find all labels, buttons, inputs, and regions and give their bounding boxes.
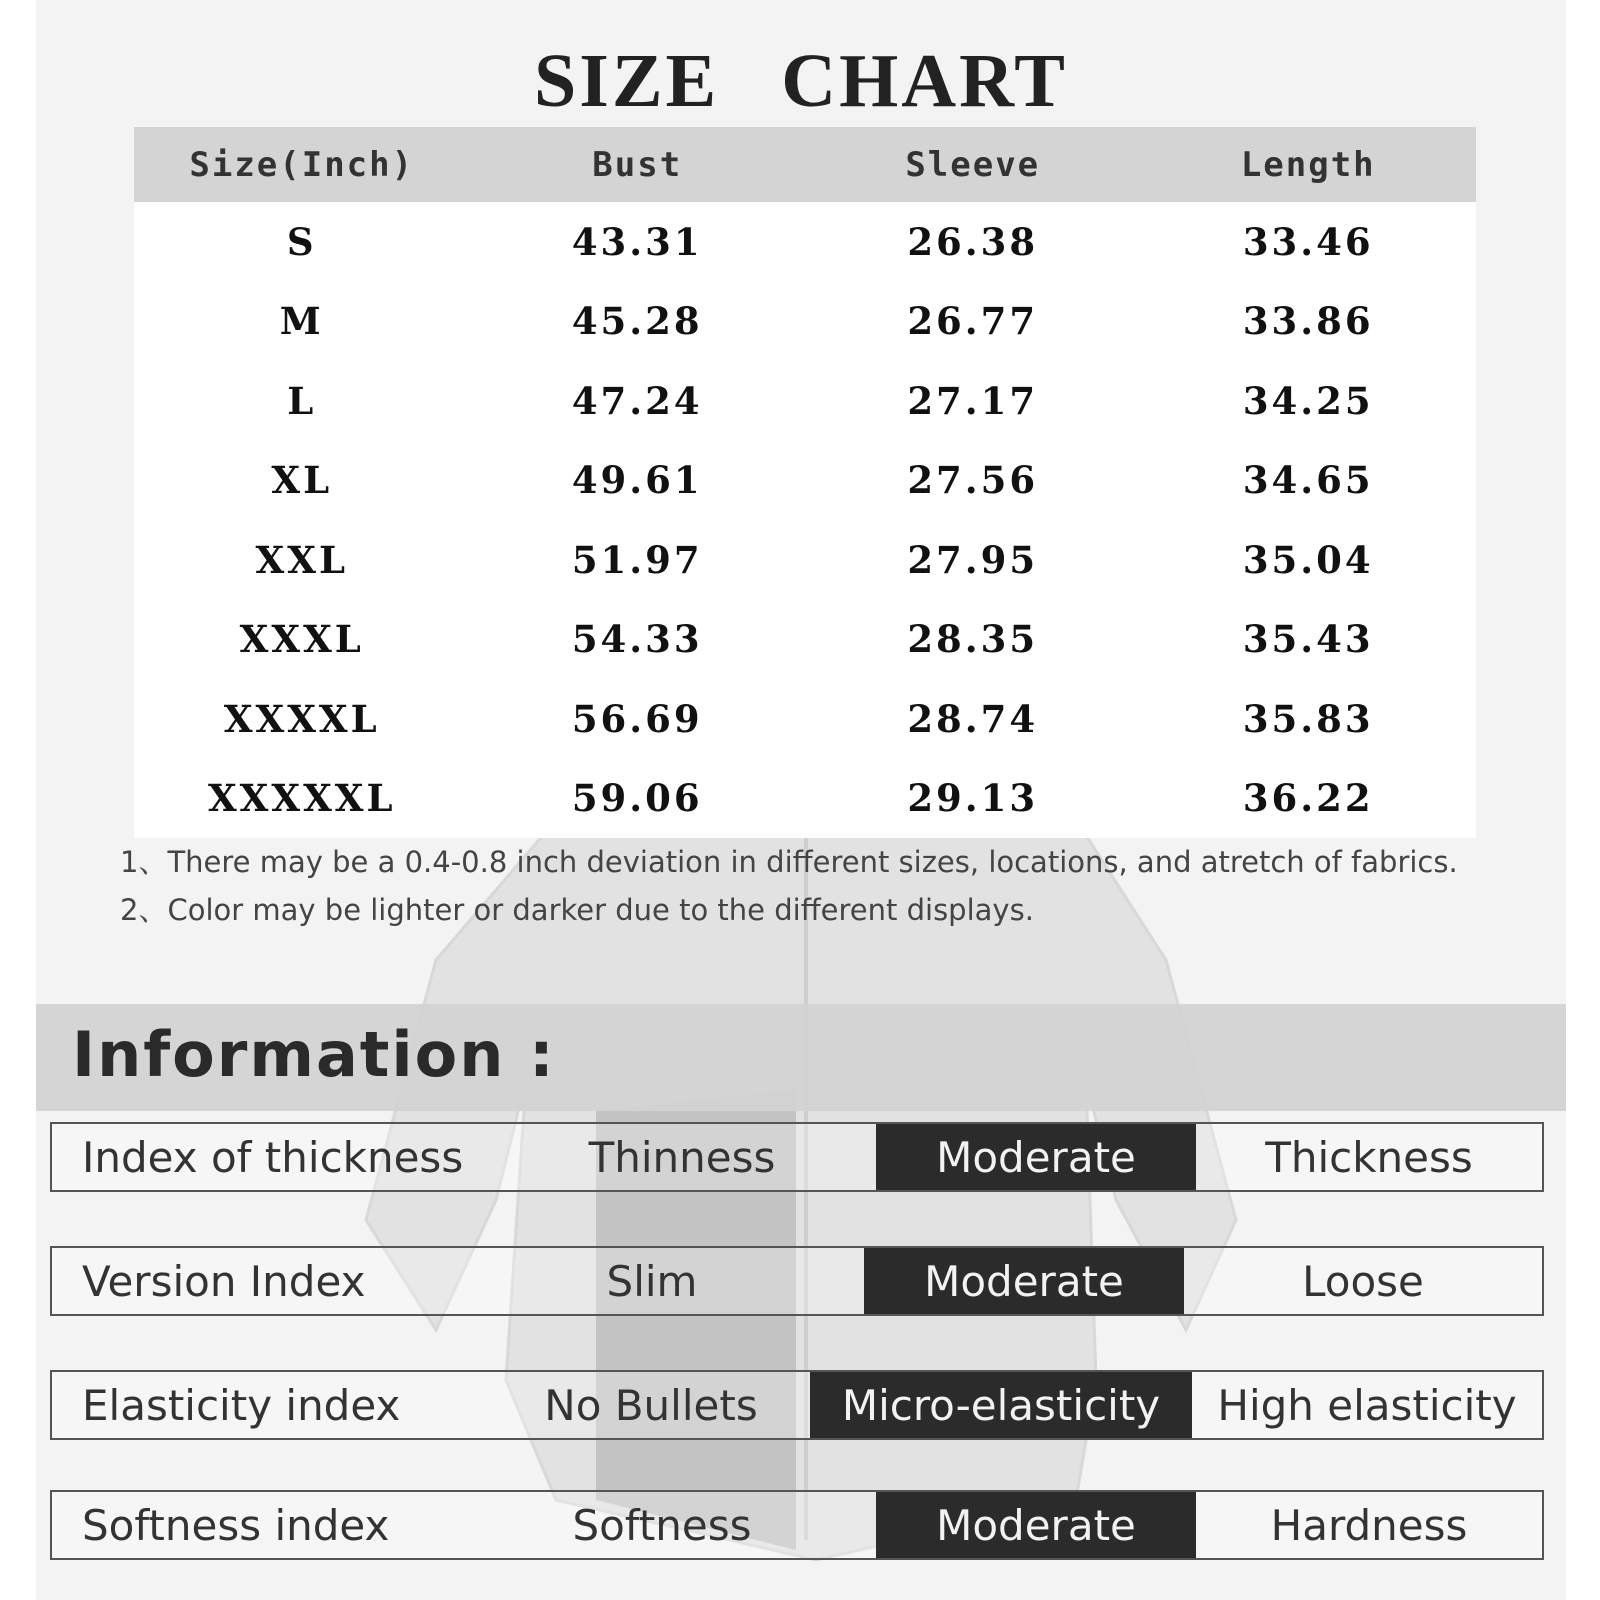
length-cell: 35.83 bbox=[1242, 696, 1374, 741]
note-deviation: 1、There may be a 0.4-0.8 inch deviation in different sizes, locations, and atretch of fabrics. bbox=[120, 845, 1458, 879]
bust-cell: 59.06 bbox=[571, 776, 703, 821]
rating-label: Elasticity index bbox=[82, 1380, 401, 1430]
size-cell: XXL bbox=[255, 537, 348, 582]
note-color: 2、Color may be lighter or darker due to the different displays. bbox=[120, 893, 1034, 927]
rating-row-softness bbox=[50, 1490, 1544, 1560]
rating-option: High elasticity bbox=[1217, 1380, 1517, 1430]
rating-option-selected: Moderate bbox=[864, 1248, 1184, 1314]
rating-label: Version Index bbox=[82, 1256, 366, 1306]
size-cell: XXXXXL bbox=[207, 776, 396, 821]
rating-row-elasticity bbox=[50, 1370, 1544, 1440]
sleeve-cell: 27.56 bbox=[907, 458, 1039, 503]
size-cell: XL bbox=[271, 458, 333, 503]
table-row bbox=[134, 520, 1476, 600]
sleeve-cell: 26.77 bbox=[907, 299, 1039, 344]
header-length: Length bbox=[1240, 144, 1376, 185]
size-cell: S bbox=[286, 219, 317, 264]
table-row bbox=[134, 361, 1476, 441]
rating-label: Softness index bbox=[82, 1500, 390, 1550]
rating-row-version bbox=[50, 1246, 1544, 1316]
rating-option: Slim bbox=[606, 1256, 698, 1306]
notes bbox=[120, 838, 1540, 934]
length-cell: 33.46 bbox=[1242, 219, 1374, 264]
size-cell: M bbox=[279, 299, 324, 344]
length-cell: 34.25 bbox=[1242, 378, 1374, 423]
size-table bbox=[134, 127, 1476, 838]
sleeve-cell: 28.35 bbox=[907, 617, 1039, 662]
size-cell: L bbox=[287, 378, 317, 423]
rating-option: Hardness bbox=[1270, 1500, 1468, 1550]
bust-cell: 43.31 bbox=[571, 219, 703, 264]
sleeve-cell: 26.38 bbox=[907, 219, 1039, 264]
bust-cell: 49.61 bbox=[571, 458, 703, 503]
table-row bbox=[134, 600, 1476, 680]
table-row bbox=[134, 759, 1476, 839]
size-chart-panel bbox=[36, 0, 1566, 1600]
rating-row-thickness bbox=[50, 1122, 1544, 1192]
bust-cell: 56.69 bbox=[571, 696, 703, 741]
page-title: SIZE CHART bbox=[533, 39, 1068, 123]
header-sleeve: Sleeve bbox=[905, 144, 1041, 185]
length-cell: 33.86 bbox=[1242, 299, 1374, 344]
rating-option-selected: Moderate bbox=[876, 1124, 1196, 1190]
bust-cell: 54.33 bbox=[571, 617, 703, 662]
length-cell: 34.65 bbox=[1242, 458, 1374, 503]
length-cell: 35.04 bbox=[1242, 537, 1374, 582]
information-title: Information : bbox=[72, 1018, 556, 1091]
rating-option: Loose bbox=[1302, 1256, 1424, 1306]
length-cell: 35.43 bbox=[1242, 617, 1374, 662]
bust-cell: 45.28 bbox=[571, 299, 703, 344]
table-row bbox=[134, 441, 1476, 521]
sleeve-cell: 27.17 bbox=[907, 378, 1039, 423]
sleeve-cell: 29.13 bbox=[907, 776, 1039, 821]
rating-option: Thickness bbox=[1265, 1132, 1473, 1182]
rating-option: Softness bbox=[572, 1500, 752, 1550]
size-cell: XXXXL bbox=[223, 696, 380, 741]
size-table-header-row bbox=[134, 127, 1476, 202]
rating-label: Index of thickness bbox=[82, 1132, 464, 1182]
rating-option: No Bullets bbox=[544, 1380, 758, 1430]
table-row bbox=[134, 202, 1476, 282]
sleeve-cell: 27.95 bbox=[907, 537, 1039, 582]
information-header bbox=[36, 1004, 1566, 1111]
table-row bbox=[134, 679, 1476, 759]
sleeve-cell: 28.74 bbox=[907, 696, 1039, 741]
length-cell: 36.22 bbox=[1242, 776, 1374, 821]
header-bust: Bust bbox=[592, 144, 683, 185]
rating-option-selected: Micro-elasticity bbox=[810, 1372, 1192, 1438]
rating-option-selected: Moderate bbox=[876, 1492, 1196, 1558]
header-size: Size(Inch) bbox=[189, 144, 415, 185]
size-cell: XXXL bbox=[239, 617, 364, 662]
bust-cell: 47.24 bbox=[571, 378, 703, 423]
bust-cell: 51.97 bbox=[571, 537, 703, 582]
rating-option: Thinness bbox=[588, 1132, 776, 1182]
table-row bbox=[134, 282, 1476, 362]
